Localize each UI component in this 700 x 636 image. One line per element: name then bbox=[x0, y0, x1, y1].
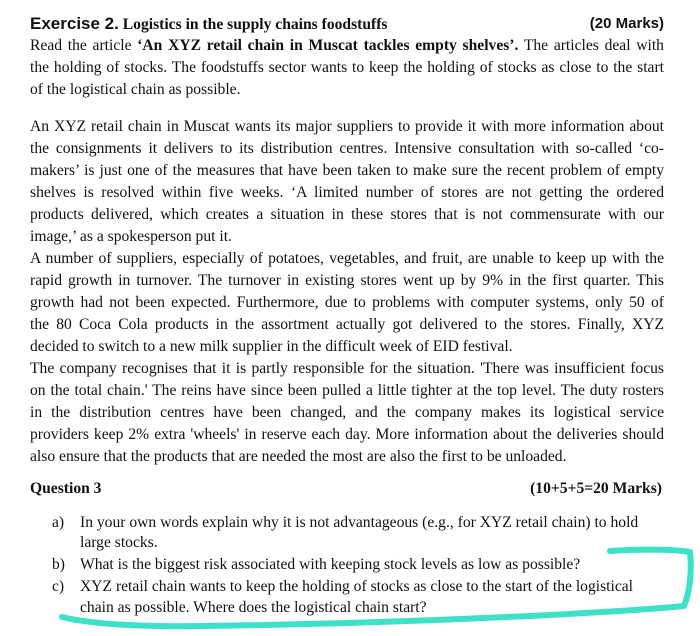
article-line: rapid growth in turnover. The turnover in existing stores went up by 9% in the first quarter. This bbox=[30, 272, 664, 289]
intro-line: the holding of stocks. The foodstuffs sector wants to keep the holding of stocks as close to the start bbox=[30, 59, 664, 76]
exercise-marks: (20 Marks) bbox=[589, 15, 664, 32]
article-line: the consignments it delivers to its distribution centres. Intensive consultation with so-called ‘co- bbox=[30, 140, 664, 157]
question-title: Question 3 bbox=[30, 480, 102, 497]
exercise-subtitle: Logistics in the supply chains foodstuffs bbox=[122, 16, 388, 33]
article-line: the 80 Coca Cola products in the assortment actually got delivered to the stores. Finally, XYZ bbox=[30, 316, 664, 333]
article-line: shelves is resolved within five weeks. ‘A limited number of stores are not getting the ordered bbox=[30, 184, 664, 201]
exercise-label: Exercise 2. bbox=[30, 14, 119, 33]
article-line: providers keep 2% extra 'wheels' in reserve each day. More information about the deliveries should bbox=[30, 426, 664, 443]
article-line: A number of suppliers, especially of potatoes, vegetables, and fruit, are unable to keep up with the bbox=[30, 250, 664, 267]
intro-suffix: The articles deal with bbox=[518, 37, 664, 54]
article-line: growth had not been expected. Furthermore, due to problems with computer systems, only 50 of bbox=[30, 294, 664, 311]
question-letter: c) bbox=[52, 578, 65, 595]
article-line: An XYZ retail chain in Muscat wants its major suppliers to provide it with more information about bbox=[30, 118, 664, 135]
exercise-header bbox=[30, 14, 664, 35]
article-line: on the total chain.' The reins have since been pulled a little tighter at the top level. The duty rosters bbox=[30, 382, 664, 399]
article-line: The company recognises that it is partly responsible for the situation. 'There was insufficient focus bbox=[30, 360, 664, 377]
article-line: decided to switch to a new milk supplier in the difficult week of EID festival. bbox=[30, 338, 513, 355]
intro-line: of the logistical chain as possible. bbox=[30, 81, 241, 98]
question-b-line: What is the biggest risk associated with keeping stock levels as low as possible? bbox=[80, 556, 581, 573]
article-line: in the distribution centres have been changed, and the company makes its logistical service bbox=[30, 404, 664, 421]
question-a-line: In your own words explain why it is not advantageous (e.g., for XYZ retail chain) to hold bbox=[80, 514, 639, 531]
question-c-line: chain as possible. Where does the logistical chain start? bbox=[80, 599, 427, 616]
article-line: makers’ is just one of the measures that have been taken to make sure the recent problem of empty bbox=[30, 162, 664, 179]
intro-line-1 bbox=[30, 36, 664, 56]
question-letter: a) bbox=[52, 514, 65, 531]
question-letter: b) bbox=[52, 556, 65, 573]
question-header bbox=[30, 479, 664, 499]
question-c-line: XYZ retail chain wants to keep the holding of stocks as close to the start of the logistical bbox=[80, 578, 634, 595]
article-title: ‘An XYZ retail chain in Muscat tackles empty shelves’. bbox=[137, 37, 519, 54]
intro-prefix: Read the article bbox=[30, 37, 138, 54]
article-line: also ensure that the products that are needed the most are also the first to be unloaded. bbox=[30, 448, 567, 465]
question-a-line: large stocks. bbox=[80, 534, 158, 551]
article-line: products delivered, which creates a situation in these stores that is not commensurate with our bbox=[30, 206, 664, 223]
question-marks: (10+5+5=20 Marks) bbox=[530, 480, 662, 497]
article-line: image,’ as a spokesperson put it. bbox=[30, 228, 232, 245]
